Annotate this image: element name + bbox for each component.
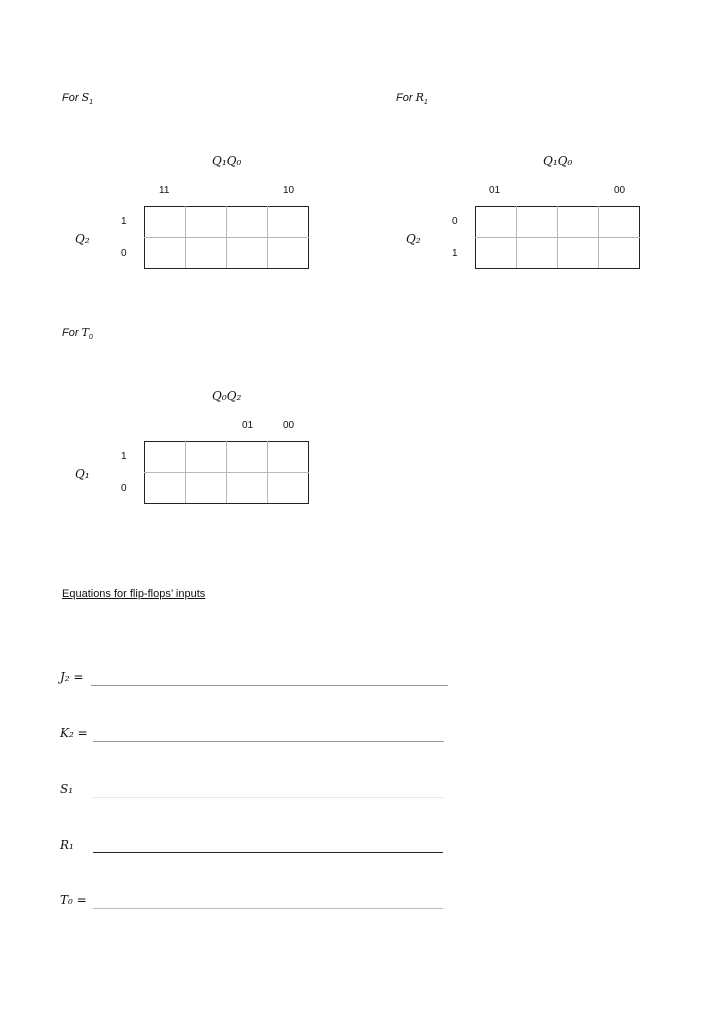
kmap-r1-row — [476, 207, 640, 238]
kmap-t0-grid — [144, 441, 309, 504]
kmap-r1-col-code-2: 00 — [614, 185, 626, 196]
kmap-cell — [145, 207, 186, 238]
kmap-s1-row — [145, 238, 309, 269]
kmap-t0-column-variable: Q₀Q₂ — [212, 389, 242, 403]
kmap-t0-row-code-1: 1 — [121, 451, 127, 462]
kmap-cell — [517, 207, 558, 238]
kmap-s1-label-sub: 1 — [89, 99, 94, 107]
kmap-r1-row-code-1: 0 — [452, 216, 458, 227]
kmap-cell — [268, 207, 309, 238]
kmap-cell — [227, 238, 268, 269]
equation-j2-answer-line[interactable] — [91, 685, 448, 686]
kmap-s1-row-variable: Q₂ — [75, 232, 90, 246]
kmap-r1-column-variable: Q₁Q₀ — [543, 154, 573, 168]
kmap-cell — [145, 238, 186, 269]
kmap-cell — [599, 238, 640, 269]
kmap-cell — [145, 473, 186, 504]
kmap-t0-row-code-2: 0 — [121, 483, 127, 494]
kmap-t0-label-var: T — [81, 326, 89, 339]
equation-s1-answer-line[interactable] — [93, 797, 443, 798]
kmap-cell — [186, 238, 227, 269]
kmap-s1-col-code-2: 10 — [283, 185, 295, 196]
kmap-r1-label-var: R — [415, 91, 424, 104]
kmap-cell — [476, 207, 517, 238]
kmap-cell — [268, 473, 309, 504]
kmap-r1-row-variable: Q₂ — [406, 232, 421, 246]
kmap-r1-label-sub: 1 — [423, 99, 428, 107]
kmap-s1-label-var: S — [81, 91, 90, 104]
kmap-t0-col-code-1: 01 — [242, 420, 254, 431]
kmap-s1-row — [145, 207, 309, 238]
kmap-r1-row-code-2: 1 — [452, 248, 458, 259]
kmap-t0-row-variable: Q₁ — [75, 467, 90, 481]
equation-t0-label: T₀ = — [60, 893, 87, 907]
kmap-t0-label-sub: 0 — [88, 334, 93, 342]
kmap-r1-grid — [475, 206, 640, 269]
equation-r1-answer-line[interactable] — [93, 852, 443, 853]
kmap-cell — [186, 473, 227, 504]
equation-s1-label: S₁ — [60, 782, 74, 796]
kmap-t0-row — [145, 442, 309, 473]
kmap-r1-row — [476, 238, 640, 269]
kmap-cell — [227, 473, 268, 504]
kmap-t0-label-prefix: For — [62, 327, 79, 339]
kmap-cell — [186, 207, 227, 238]
equation-j2-label: J₂ = — [60, 670, 84, 684]
kmap-r1-label-prefix: For — [396, 92, 413, 104]
kmap-t0-col-code-2: 00 — [283, 420, 295, 431]
equation-k2-answer-line[interactable] — [93, 741, 444, 742]
equations-heading: Equations for flip-flops’ inputs — [62, 588, 206, 600]
kmap-cell — [599, 207, 640, 238]
kmap-s1-col-code-1: 11 — [159, 185, 170, 196]
kmap-cell — [227, 207, 268, 238]
kmap-s1-column-variable: Q₁Q₀ — [212, 154, 242, 168]
equation-r1-label: R₁ — [60, 838, 74, 852]
kmap-cell — [517, 238, 558, 269]
kmap-cell — [558, 238, 599, 269]
equation-t0-answer-line[interactable] — [93, 908, 443, 909]
kmap-s1-label — [62, 91, 93, 106]
kmap-cell — [268, 442, 309, 473]
kmap-s1-label-prefix: For — [62, 92, 79, 104]
kmap-t0-row — [145, 473, 309, 504]
kmap-r1-label — [396, 91, 428, 106]
kmap-r1-col-code-1: 01 — [489, 185, 501, 196]
kmap-s1-row-code-2: 0 — [121, 248, 127, 259]
kmap-cell — [227, 442, 268, 473]
kmap-cell — [268, 238, 309, 269]
kmap-s1-row-code-1: 1 — [121, 216, 127, 227]
kmap-s1-grid — [144, 206, 309, 269]
kmap-cell — [476, 238, 517, 269]
kmap-cell — [145, 442, 186, 473]
kmap-t0-label — [62, 326, 93, 341]
kmap-cell — [558, 207, 599, 238]
kmap-cell — [186, 442, 227, 473]
equation-k2-label: K₂ = — [60, 726, 88, 740]
